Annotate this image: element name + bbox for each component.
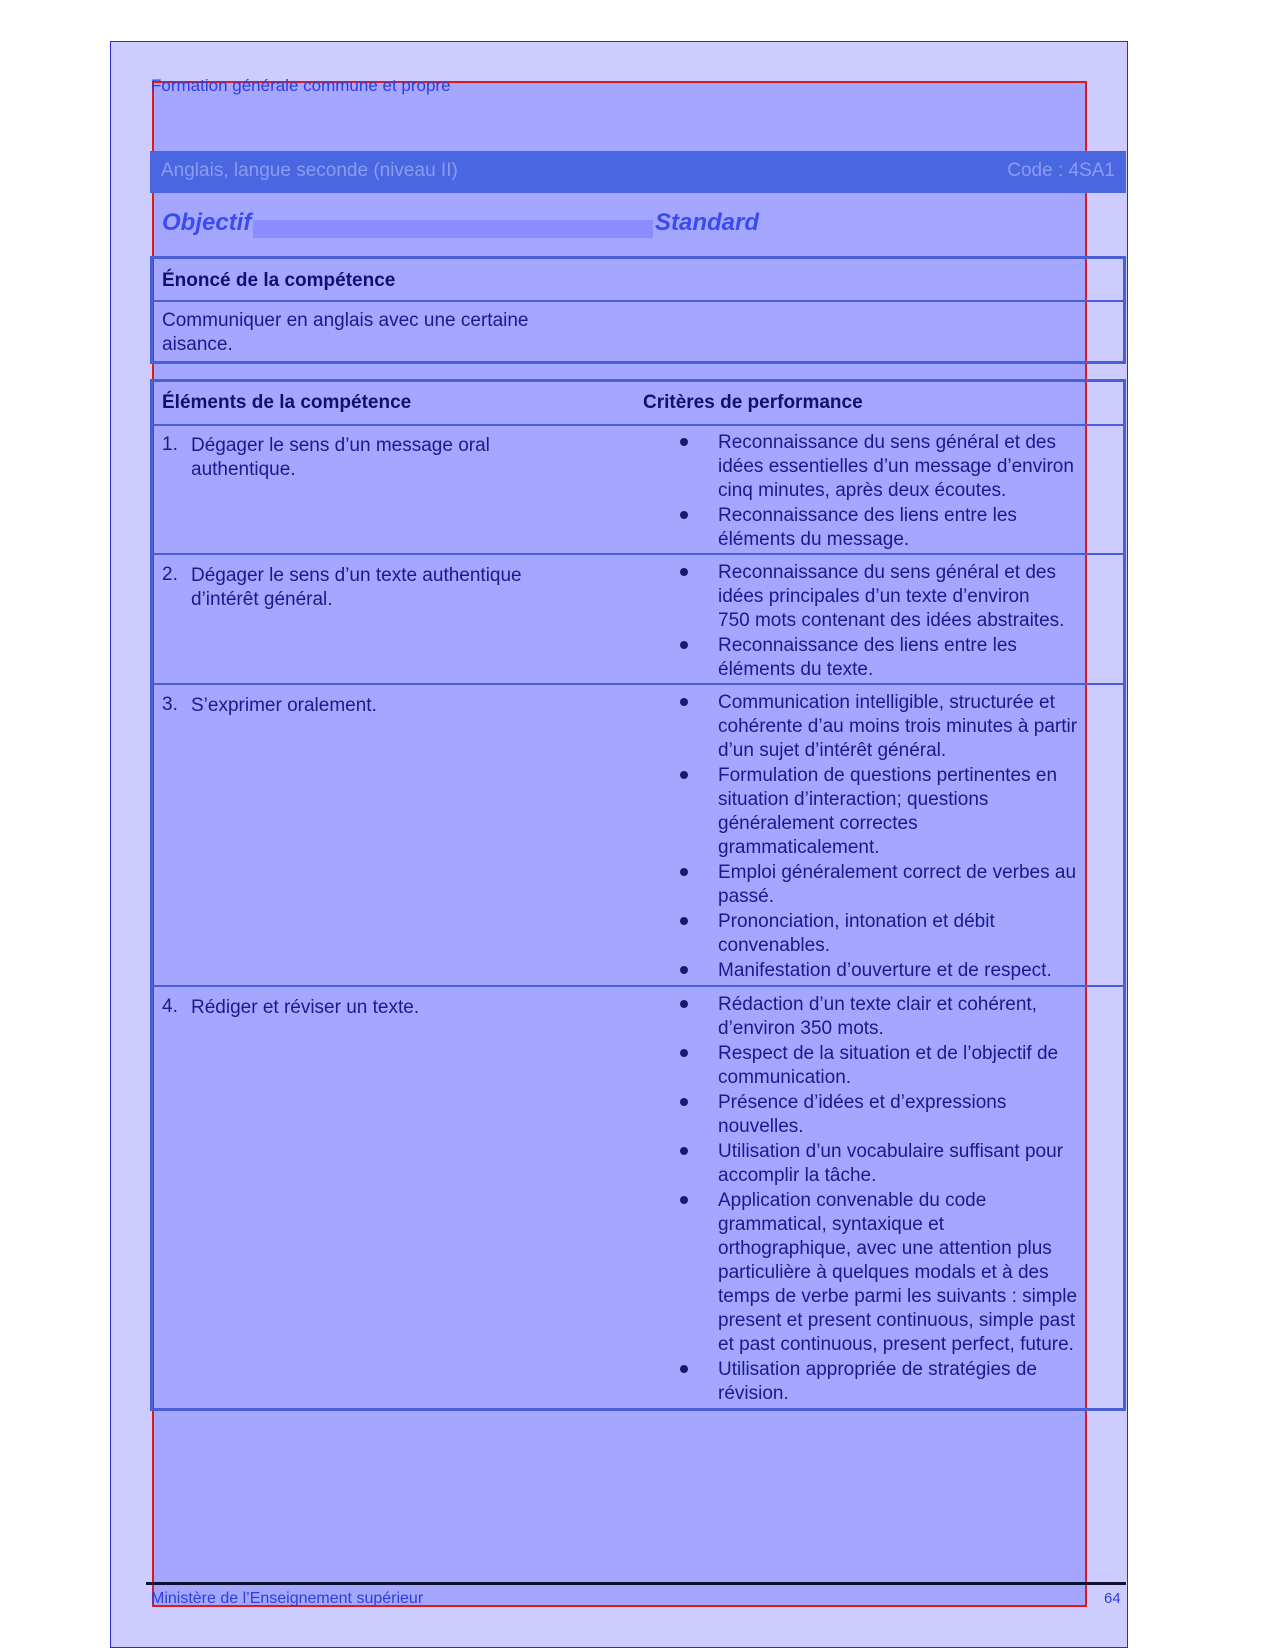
criterion-line: Application convenable du code xyxy=(718,1190,987,1211)
bullet-icon xyxy=(680,511,688,519)
criterion-line: Reconnaissance du sens général et des xyxy=(718,562,1057,583)
bullet-icon xyxy=(680,641,688,649)
criterion-line: Utilisation appropriée de stratégies de xyxy=(718,1359,1037,1380)
criterion-line: nouvelles. xyxy=(718,1116,804,1137)
criterion-line: communication. xyxy=(718,1067,852,1088)
course-code: Code : 4SA1 xyxy=(1007,160,1115,181)
criterion-line: idées principales d’un texte d’environ xyxy=(718,586,1030,607)
bullet-icon xyxy=(680,1147,688,1155)
element-text: Dégager le sens d’un message oral xyxy=(191,435,490,456)
criterion-line: d’environ 350 mots. xyxy=(718,1018,884,1039)
criterion-line: Emploi généralement correct de verbes au xyxy=(718,862,1077,883)
criterion-line: Prononciation, intonation et débit xyxy=(718,911,995,932)
course-title: Anglais, langue seconde (niveau II) xyxy=(161,160,458,181)
criterion-line: grammaticalement. xyxy=(718,837,880,858)
bullet-icon xyxy=(680,568,688,576)
criterion-line: situation d’interaction; questions xyxy=(718,789,989,810)
criterion-line: et past continuous, present perfect, future. xyxy=(718,1334,1074,1355)
criterion-line: Reconnaissance des liens entre les xyxy=(718,505,1017,526)
standard-heading: Standard xyxy=(655,209,760,236)
criterion-line: cohérente d’au moins trois minutes à partir xyxy=(718,716,1078,737)
criterion-line: Présence d’idées et d’expressions xyxy=(718,1092,1007,1113)
bullet-icon xyxy=(680,917,688,925)
criterion-line: éléments du message. xyxy=(718,529,910,550)
element-number: 4. xyxy=(162,996,178,1017)
bullet-icon xyxy=(680,438,688,446)
criterion-line: particulière à quelques modals et à des xyxy=(718,1262,1049,1283)
criterion-line: Communication intelligible, structurée et xyxy=(718,692,1055,713)
criterion-line: Manifestation d’ouverture et de respect. xyxy=(718,960,1052,981)
row-divider xyxy=(150,424,1126,426)
element-text: Dégager le sens d’un texte authentique xyxy=(191,565,522,586)
criterion-line: éléments du texte. xyxy=(718,659,874,680)
statement-line-2: aisance. xyxy=(162,334,233,355)
criterion-line: accomplir la tâche. xyxy=(718,1165,877,1186)
page-number: 64 xyxy=(1104,1590,1121,1607)
criterion-line: généralement correctes xyxy=(718,813,918,834)
column-header-elements: Éléments de la compétence xyxy=(162,392,412,413)
running-header: Formation générale commune et propre xyxy=(151,76,451,95)
criterion-line: orthographique, avec une attention plus xyxy=(718,1238,1052,1259)
element-text: authentique. xyxy=(191,459,296,480)
bullet-icon xyxy=(680,868,688,876)
row-divider xyxy=(150,553,1126,555)
footer-rule xyxy=(146,1582,1126,1585)
criterion-line: révision. xyxy=(718,1383,789,1404)
bullet-icon xyxy=(680,771,688,779)
bullet-icon xyxy=(680,698,688,706)
bullet-icon xyxy=(680,966,688,974)
criterion-line: Formulation de questions pertinentes en xyxy=(718,765,1058,786)
column-header-criteria: Critères de performance xyxy=(643,392,863,413)
criterion-line: Reconnaissance du sens général et des xyxy=(718,432,1057,453)
criterion-line: present et present continuous, simple past xyxy=(718,1310,1075,1331)
criterion-line: cinq minutes, après deux écoutes. xyxy=(718,480,1007,501)
criterion-line: grammatical, syntaxique et xyxy=(718,1214,944,1235)
bullet-icon xyxy=(680,1196,688,1204)
element-text: Rédiger et réviser un texte. xyxy=(191,997,420,1018)
footer-ministry: Ministère de l’Enseignement supérieur xyxy=(151,1590,424,1607)
criterion-line: Respect de la situation et de l’objectif de xyxy=(718,1043,1059,1064)
criterion-line: Reconnaissance des liens entre les xyxy=(718,635,1017,656)
statement-divider xyxy=(150,300,1126,302)
element-text: d’intérêt général. xyxy=(191,589,333,610)
criterion-line: 750 mots contenant des idées abstraites. xyxy=(718,610,1065,631)
criterion-line: idées essentielles d’un message d’environ xyxy=(718,456,1074,477)
bullet-icon xyxy=(680,1000,688,1008)
objective-underline xyxy=(253,220,653,238)
criterion-line: Rédaction d’un texte clair et cohérent, xyxy=(718,994,1037,1015)
bullet-icon xyxy=(680,1098,688,1106)
element-text: S’exprimer oralement. xyxy=(191,695,377,716)
bullet-icon xyxy=(680,1365,688,1373)
element-number: 1. xyxy=(162,434,178,455)
criterion-line: temps de verbe parmi les suivants : simple xyxy=(718,1286,1078,1307)
criterion-line: d’un sujet d’intérêt général. xyxy=(718,740,947,761)
element-number: 2. xyxy=(162,564,178,585)
objective-heading: Objectif xyxy=(162,209,252,236)
row-divider xyxy=(150,985,1126,987)
element-number: 3. xyxy=(162,694,178,715)
statement-title: Énoncé de la compétence xyxy=(162,270,396,291)
statement-line-1: Communiquer en anglais avec une certaine xyxy=(162,310,529,331)
criterion-line: convenables. xyxy=(718,935,830,956)
criterion-line: passé. xyxy=(718,886,774,907)
criterion-line: Utilisation d’un vocabulaire suffisant pour xyxy=(718,1141,1064,1162)
course-code-bar xyxy=(150,151,1126,193)
row-divider xyxy=(150,683,1126,685)
bullet-icon xyxy=(680,1049,688,1057)
